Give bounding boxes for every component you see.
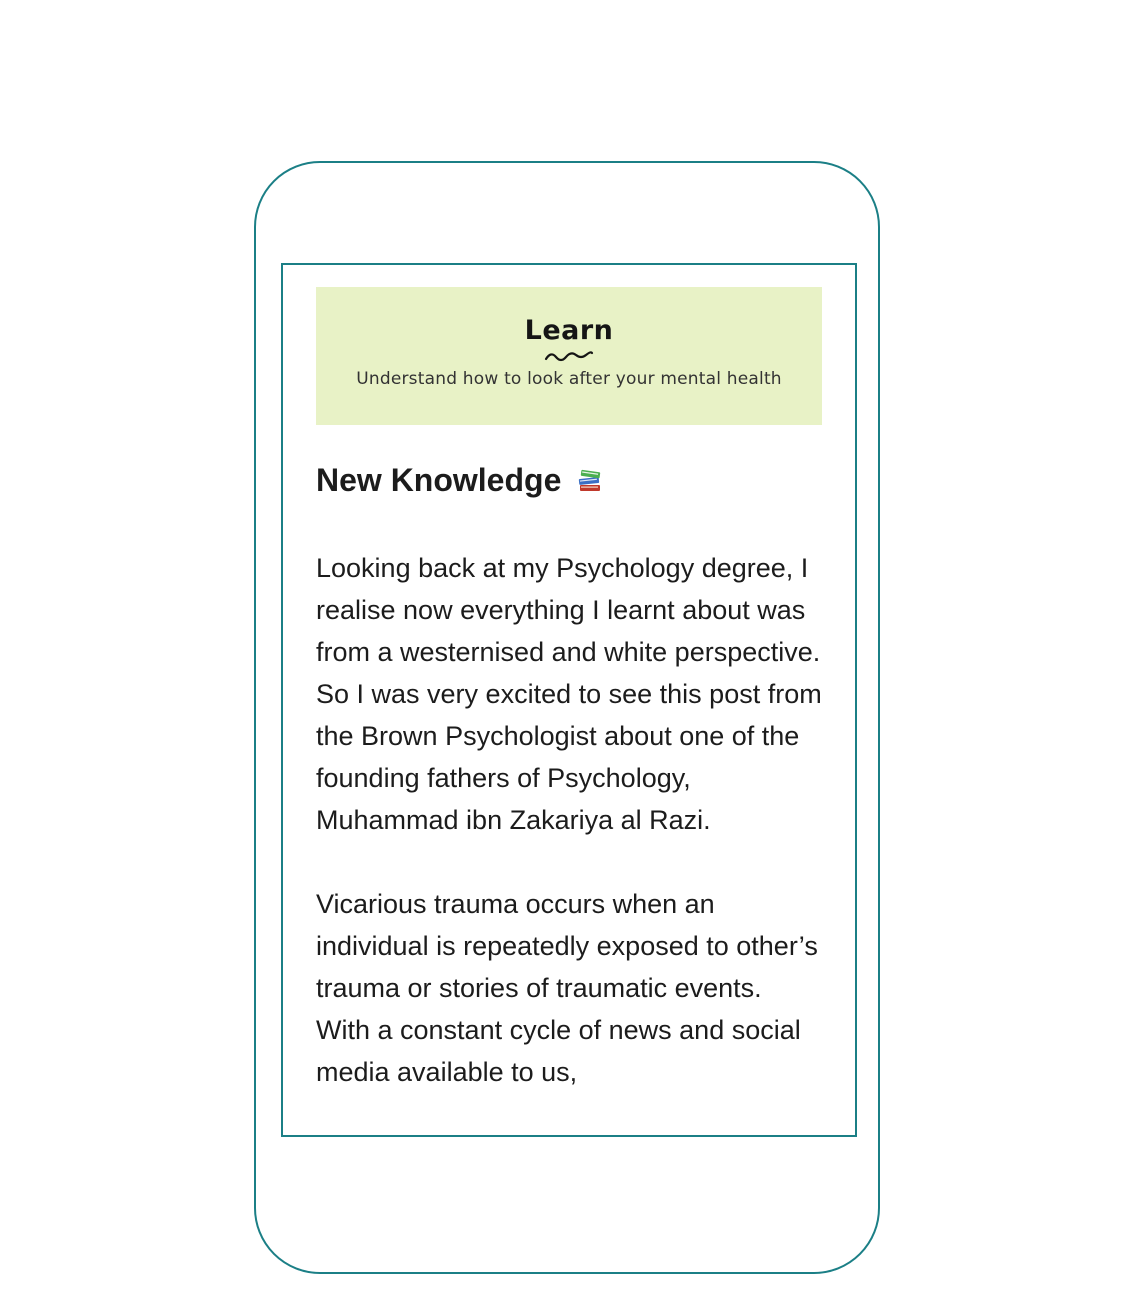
article-heading bbox=[316, 461, 822, 499]
learn-banner bbox=[316, 287, 822, 425]
squiggle-icon bbox=[544, 349, 594, 363]
article-paragraph: Looking back at my Psychology degree, I realise now everything I learnt about was from a westernised and white perspective. So I was very excited to see this post from the Brown Psychologist about one of the founding fathers of Psychology, Muhammad ibn Zakariya al Razi. bbox=[316, 553, 822, 835]
content-area bbox=[316, 287, 822, 1093]
banner-title: Learn bbox=[524, 315, 614, 346]
phone-screen bbox=[281, 263, 857, 1137]
article-paragraph: Vicarious trauma occurs when an individual is repeatedly exposed to other’s trauma or stories of traumatic events. With a constant cycle of news and social media available to us, bbox=[316, 889, 818, 1087]
article-heading-text: New Knowledge bbox=[316, 462, 562, 498]
books-icon bbox=[577, 467, 603, 493]
banner-subtitle: Understand how to look after your mental health bbox=[356, 369, 782, 389]
